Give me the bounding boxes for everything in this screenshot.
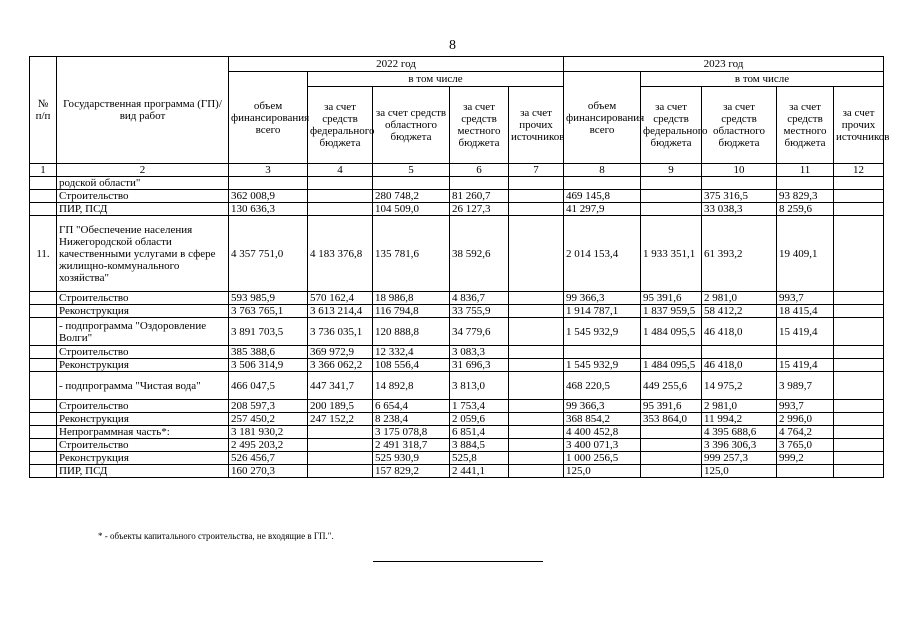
cell-value: 15 419,4 [777,359,834,372]
row-name: Строительство [57,400,229,413]
cell-value: 208 597,3 [229,400,308,413]
row-number [30,203,57,216]
table-row [30,465,884,478]
cell-value [834,439,884,452]
cell-value [702,177,777,190]
table-row [30,346,884,359]
table-header [30,57,890,177]
cell-value: 1 545 932,9 [564,318,641,346]
header-total-2023: объем финансирования всего [564,72,641,164]
cell-value: 247 152,2 [308,413,373,426]
table-row [30,413,884,426]
row-name: Строительство [57,292,229,305]
cell-value [641,465,702,478]
page-number: 8 [449,38,456,53]
column-numbers-row [30,164,884,177]
cell-value: 1 933 351,1 [641,216,702,292]
row-number [30,292,57,305]
cell-value [308,177,373,190]
cell-value: 33 038,3 [702,203,777,216]
cell-value [777,346,834,359]
cell-value: 2 441,1 [450,465,509,478]
cell-value [834,359,884,372]
row-number [30,177,57,190]
row-number [30,426,57,439]
table-row [30,203,884,216]
row-name: Реконструкция [57,305,229,318]
row-name: Строительство [57,346,229,359]
column-number: 12 [834,164,884,177]
row-name: родской области" [57,177,229,190]
cell-value: 4 183 376,8 [308,216,373,292]
cell-value: 2 981,0 [702,400,777,413]
row-name: Реконструкция [57,413,229,426]
cell-value: 4 357 751,0 [229,216,308,292]
header-local-2022: за счет средств местного бюджета [450,87,509,164]
cell-value: 3 613 214,4 [308,305,373,318]
cell-value [509,305,564,318]
cell-value: 999,2 [777,452,834,465]
cell-value [834,465,884,478]
cell-value [641,190,702,203]
table-body [30,177,884,478]
cell-value [450,177,509,190]
cell-value [834,177,884,190]
row-number [30,318,57,346]
table-row [30,452,884,465]
cell-value: 280 748,2 [373,190,450,203]
column-number: 10 [702,164,777,177]
column-number: 7 [509,164,564,177]
cell-value [509,292,564,305]
cell-value: 4 395 688,6 [702,426,777,439]
cell-value: 104 509,0 [373,203,450,216]
column-number: 11 [777,164,834,177]
cell-value [509,190,564,203]
cell-value [373,177,450,190]
row-number [30,452,57,465]
cell-value [509,203,564,216]
header-col-num: № п/п [30,57,57,164]
header-incl-2022: в том числе [308,72,564,87]
cell-value: 15 419,4 [777,318,834,346]
cell-value [702,346,777,359]
column-number: 9 [641,164,702,177]
header-regional-2023: за счет средств областного бюджета [702,87,777,164]
row-number [30,439,57,452]
table-row [30,292,884,305]
divider-line [373,561,543,562]
table-row [30,190,884,203]
cell-value [509,400,564,413]
cell-value: 999 257,3 [702,452,777,465]
cell-value: 14 892,8 [373,372,450,400]
cell-value: 526 456,7 [229,452,308,465]
table-row [30,305,884,318]
cell-value: 18 415,4 [777,305,834,318]
column-number: 5 [373,164,450,177]
cell-value [834,372,884,400]
cell-value: 4 400 452,8 [564,426,641,439]
header-total-2022: объем финансирования всего [229,72,308,164]
cell-value [509,177,564,190]
column-number: 3 [229,164,308,177]
cell-value [229,177,308,190]
cell-value: 2 014 153,4 [564,216,641,292]
row-name: - подпрограмма "Чистая вода" [57,372,229,400]
cell-value: 93 829,3 [777,190,834,203]
row-name: - подпрограмма "Оздоровление Волги" [57,318,229,346]
cell-value [509,439,564,452]
table-row [30,359,884,372]
cell-value [641,346,702,359]
table-row [30,372,884,400]
cell-value [509,318,564,346]
cell-value [509,413,564,426]
column-number: 8 [564,164,641,177]
cell-value [308,426,373,439]
cell-value: 3 083,3 [450,346,509,359]
cell-value: 1 000 256,5 [564,452,641,465]
cell-value [641,177,702,190]
cell-value: 3 396 306,3 [702,439,777,452]
cell-value [509,465,564,478]
cell-value: 58 412,2 [702,305,777,318]
cell-value: 593 985,9 [229,292,308,305]
cell-value: 6 851,4 [450,426,509,439]
header-incl-2023: в том числе [641,72,884,87]
column-number: 2 [57,164,229,177]
cell-value: 125,0 [702,465,777,478]
cell-value [509,426,564,439]
cell-value: 447 341,7 [308,372,373,400]
cell-value: 14 975,2 [702,372,777,400]
table-row [30,400,884,413]
header-other-2023: за счет прочих источников [834,87,884,164]
cell-value: 1 837 959,5 [641,305,702,318]
cell-value: 525 930,9 [373,452,450,465]
cell-value: 31 696,3 [450,359,509,372]
cell-value: 116 794,8 [373,305,450,318]
cell-value: 41 297,9 [564,203,641,216]
header-federal-2023: за счет средств федерального бюджета [641,87,702,164]
cell-value [308,439,373,452]
cell-value: 1 545 932,9 [564,359,641,372]
cell-value: 46 418,0 [702,359,777,372]
cell-value: 3 400 071,3 [564,439,641,452]
cell-value: 369 972,9 [308,346,373,359]
cell-value: 95 391,6 [641,292,702,305]
cell-value: 570 162,4 [308,292,373,305]
row-number [30,465,57,478]
cell-value: 2 059,6 [450,413,509,426]
cell-value: 4 836,7 [450,292,509,305]
cell-value: 34 779,6 [450,318,509,346]
cell-value: 200 189,5 [308,400,373,413]
table-row [30,318,884,346]
cell-value [509,452,564,465]
cell-value: 26 127,3 [450,203,509,216]
cell-value [308,452,373,465]
cell-value [509,216,564,292]
row-number: 11. [30,216,57,292]
cell-value [834,190,884,203]
row-name: Реконструкция [57,359,229,372]
cell-value [641,452,702,465]
table-row [30,439,884,452]
table-row [30,216,884,292]
cell-value [834,305,884,318]
header-other-2022: за счет прочих источников [509,87,564,164]
financing-table [29,56,890,478]
column-number: 1 [30,164,57,177]
column-number: 4 [308,164,373,177]
cell-value: 1 484 095,5 [641,359,702,372]
header-federal-2022: за счет средств федерального бюджета [308,87,373,164]
row-name: ПИР, ПСД [57,465,229,478]
cell-value [777,465,834,478]
cell-value [509,346,564,359]
cell-value: 3 891 703,5 [229,318,308,346]
column-number: 6 [450,164,509,177]
cell-value: 468 220,5 [564,372,641,400]
cell-value: 6 654,4 [373,400,450,413]
cell-value: 257 450,2 [229,413,308,426]
header-col-program: Государственная программа (ГП)/ вид работ [57,57,229,164]
cell-value: 1 484 095,5 [641,318,702,346]
cell-value: 157 829,2 [373,465,450,478]
cell-value [834,216,884,292]
cell-value [308,190,373,203]
cell-value [308,465,373,478]
cell-value [834,292,884,305]
cell-value [834,346,884,359]
row-number [30,413,57,426]
cell-value: 3 506 314,9 [229,359,308,372]
cell-value: 993,7 [777,292,834,305]
cell-value: 3 175 078,8 [373,426,450,439]
cell-value: 3 813,0 [450,372,509,400]
cell-value: 385 388,6 [229,346,308,359]
cell-value: 375 316,5 [702,190,777,203]
cell-value [834,452,884,465]
cell-value: 11 994,2 [702,413,777,426]
cell-value: 160 270,3 [229,465,308,478]
footnote: * - объекты капитального строительства, не входящие в ГП.". [98,531,334,541]
cell-value [509,359,564,372]
row-number [30,359,57,372]
cell-value [834,413,884,426]
table-row [30,426,884,439]
cell-value: 993,7 [777,400,834,413]
header-year-2023: 2023 год [564,57,884,72]
cell-value [641,439,702,452]
cell-value: 1 753,4 [450,400,509,413]
cell-value: 19 409,1 [777,216,834,292]
cell-value: 3 765,0 [777,439,834,452]
cell-value: 3 763 765,1 [229,305,308,318]
cell-value: 3 366 062,2 [308,359,373,372]
cell-value [308,203,373,216]
cell-value: 8 238,4 [373,413,450,426]
cell-value: 3 181 930,2 [229,426,308,439]
header-regional-2022: за счет средств областного бюджета [373,87,450,164]
cell-value: 368 854,2 [564,413,641,426]
cell-value: 353 864,0 [641,413,702,426]
header-local-2023: за счет средств местного бюджета [777,87,834,164]
cell-value: 469 145,8 [564,190,641,203]
row-name: ГП "Обеспечение населения Нижегородской области качественными услугами в сфере жилищно-коммунального хозяйства" [57,216,229,292]
table-row [30,177,884,190]
cell-value [641,203,702,216]
cell-value: 46 418,0 [702,318,777,346]
cell-value: 18 986,8 [373,292,450,305]
cell-value [834,318,884,346]
cell-value: 12 332,4 [373,346,450,359]
row-name: ПИР, ПСД [57,203,229,216]
cell-value: 3 736 035,1 [308,318,373,346]
cell-value: 99 366,3 [564,292,641,305]
cell-value: 2 491 318,7 [373,439,450,452]
cell-value: 2 996,0 [777,413,834,426]
cell-value: 362 008,9 [229,190,308,203]
cell-value [509,372,564,400]
cell-value: 135 781,6 [373,216,450,292]
cell-value [564,177,641,190]
row-number [30,400,57,413]
cell-value [834,426,884,439]
cell-value: 81 260,7 [450,190,509,203]
cell-value [641,426,702,439]
row-number [30,346,57,359]
cell-value [777,177,834,190]
header-year-2022: 2022 год [229,57,564,72]
cell-value: 8 259,6 [777,203,834,216]
cell-value: 2 495 203,2 [229,439,308,452]
cell-value: 466 047,5 [229,372,308,400]
row-name: Реконструкция [57,452,229,465]
cell-value: 130 636,3 [229,203,308,216]
cell-value: 33 755,9 [450,305,509,318]
cell-value: 2 981,0 [702,292,777,305]
cell-value: 449 255,6 [641,372,702,400]
row-name: Непрограммная часть*: [57,426,229,439]
cell-value: 99 366,3 [564,400,641,413]
cell-value: 120 888,8 [373,318,450,346]
cell-value: 61 393,2 [702,216,777,292]
cell-value: 95 391,6 [641,400,702,413]
cell-value: 4 764,2 [777,426,834,439]
cell-value [834,400,884,413]
cell-value: 38 592,6 [450,216,509,292]
cell-value: 108 556,4 [373,359,450,372]
row-name: Строительство [57,190,229,203]
row-number [30,372,57,400]
row-number [30,305,57,318]
cell-value: 125,0 [564,465,641,478]
row-number [30,190,57,203]
cell-value: 1 914 787,1 [564,305,641,318]
cell-value: 3 989,7 [777,372,834,400]
row-name: Строительство [57,439,229,452]
cell-value: 3 884,5 [450,439,509,452]
cell-value [564,346,641,359]
cell-value [834,203,884,216]
cell-value: 525,8 [450,452,509,465]
